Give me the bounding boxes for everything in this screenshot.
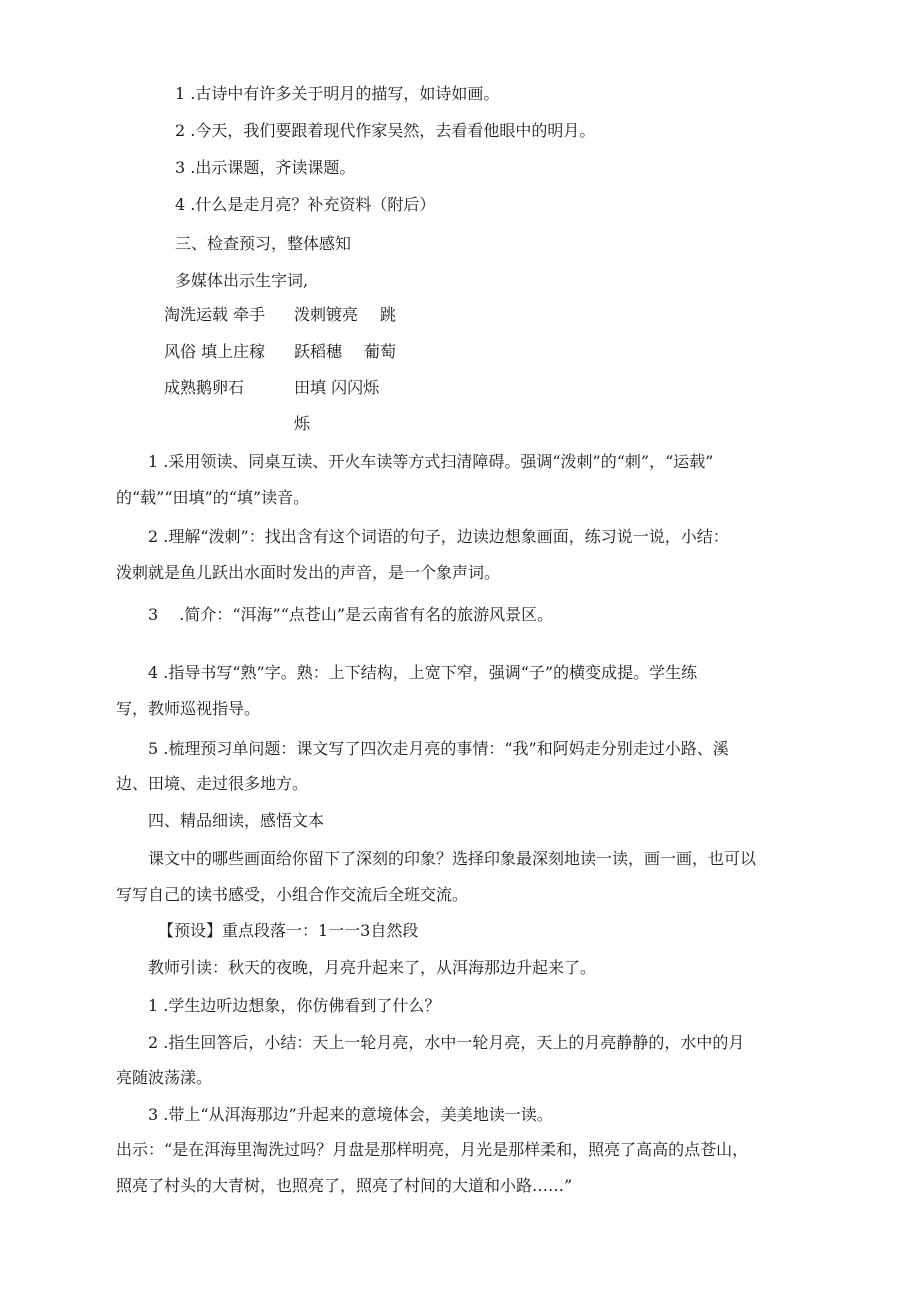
para-2-line-2: 泼刺就是鱼儿跃出水面时发出的声音，是一个象声词。 — [116, 563, 501, 582]
question-line-1: 课文中的哪些画面给你留下了深刻的印象？选择印象最深刻地读一读，画一画，也可以 — [148, 849, 757, 868]
step-2-line-2: 亮随波荡漾。 — [116, 1068, 213, 1087]
para-5-line-2: 边、田境、走过很多地方。 — [116, 774, 309, 793]
vocab-r3c1: 成熟鹅卵石 — [164, 378, 245, 397]
intro-item-2: 2 .今天，我们要跟着现代作家吴然，去看看他眼中的明月。 — [175, 121, 596, 140]
vocab-r2c1: 风俗 填上庄稼 — [164, 342, 266, 361]
para-1-line-2: 的“载”“田填”的“填”读音。 — [116, 488, 310, 507]
para-2-line-1: 2 .理解“泼刺”：找出含有这个词语的句子，边读边想象画面，练习说一说，小结： — [148, 527, 729, 546]
vocab-r3c2: 田填 闪闪烁 — [294, 378, 380, 397]
vocab-r1c1: 淘洗运载 牵手 — [164, 305, 266, 324]
vocab-r1c2: 泼刺镀亮 — [294, 305, 359, 324]
vocab-r1c3: 跳 — [380, 305, 397, 324]
intro-item-4: 4 .什么是走月亮？补充资料（附后） — [175, 195, 436, 214]
para-4-line-2: 写，教师巡视指导。 — [116, 699, 261, 718]
vocab-r2c3: 葡萄 — [364, 342, 397, 361]
preset-line: 【预设】重点段落一：1一一3自然段 — [158, 921, 419, 940]
step-1: 1 .学生边听边想象，你仿佛看到了什么？ — [148, 996, 441, 1015]
para-4-line-1: 4 .指导书写“熟”字。熟：上下结构，上宽下窄，强调“子”的横变成提。学生练 — [148, 663, 698, 682]
show-line-1: 出示：“是在洱海里淘洗过吗？月盘是那样明亮，月光是那样柔和，照亮了高高的点苍山， — [116, 1140, 749, 1159]
intro-item-3: 3 .出示课题，齐读课题。 — [175, 158, 356, 177]
step-2-line-1: 2 .指生回答后，小结：天上一轮月亮，水中一轮月亮，天上的月亮静静的，水中的月 — [148, 1033, 745, 1052]
section-3-heading: 三、检查预习，整体感知 — [175, 234, 352, 253]
show-line-2: 照亮了村头的大青树，也照亮了，照亮了村间的大道和小路……” — [116, 1176, 573, 1195]
vocab-r4c2: 烁 — [294, 414, 311, 433]
step-3: 3 .带上“从洱海那边”升起来的意境体会，美美地读一读。 — [148, 1105, 553, 1124]
para-1-line-1: 1 .采用领读、同桌互读、开火车读等方式扫清障碍。强调“泼刺”的“刺”，“运载” — [148, 452, 714, 471]
question-line-2: 写写自己的读书感受，小组合作交流后全班交流。 — [116, 885, 469, 904]
para-5-line-1: 5 .梳理预习单问题：课文写了四次走月亮的事情：“我”和阿妈走分别走过小路、溪 — [148, 739, 729, 758]
teacher-lead-read: 教师引读：秋天的夜晚，月亮升起来了，从洱海那边升起来了。 — [148, 958, 597, 977]
section-4-heading: 四、精品细读，感悟文本 — [148, 811, 325, 830]
vocab-intro: 多媒体出示生字词, — [175, 271, 309, 290]
intro-item-1: 1 .古诗中有许多关于明月的描写，如诗如画。 — [175, 84, 500, 103]
vocab-r2c2: 跃稻穗 — [294, 342, 343, 361]
para-3: 3 .简介：“洱海”“点苍山”是云南省有名的旅游风景区。 — [148, 605, 554, 624]
